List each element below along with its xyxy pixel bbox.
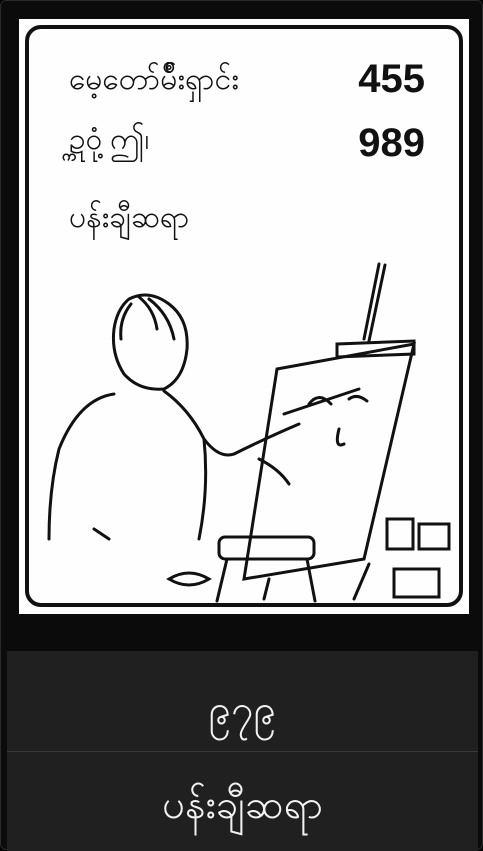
card-image[interactable] [19,19,469,614]
card-row2-value: 989 [358,121,425,165]
card-title: ပန်းချီဆရာ [162,782,323,828]
card-number: ၉၇၉ [208,687,277,733]
card-row3-label: ပန်းချီဆရာ [69,200,190,235]
info-panel [7,651,478,851]
stool-drawing [169,537,315,601]
painter-drawing [49,295,359,539]
paint-pots-drawing [387,519,449,597]
divider [7,751,478,752]
card-illustration [19,19,469,614]
card-row2-label: ဍ္ကဝုံ့ဤ၊ [69,122,150,157]
card-row1-label: မေ့တော်မ်ိဳးရှာင်း [69,62,239,97]
card-row1-value: 455 [358,57,425,101]
